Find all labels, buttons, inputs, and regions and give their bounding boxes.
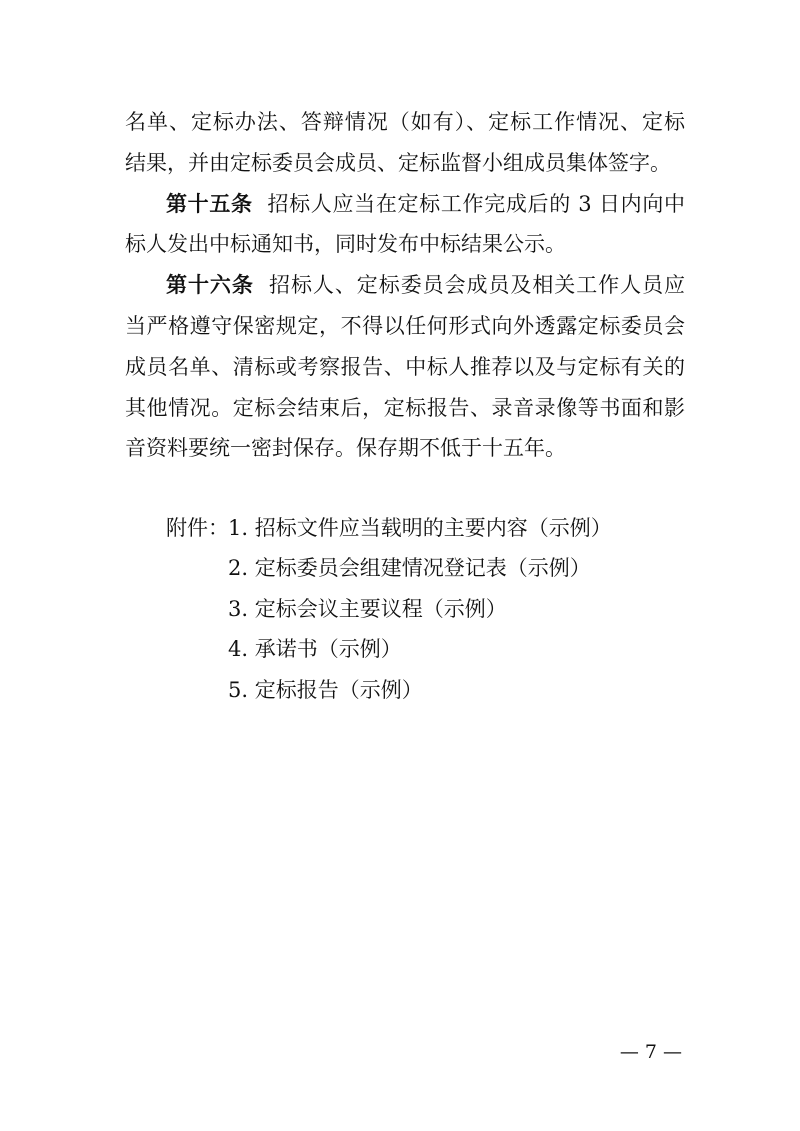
article-15-text: 招标人应当在定标工作完成后的 3 日内向中 [267, 192, 686, 216]
attachment-item: 3. 定标会议主要议程（示例） [228, 597, 507, 621]
paragraph-line: 标人发出中标通知书，同时发布中标结果公示。 [125, 232, 566, 256]
paragraph-line: 名单、定标办法、答辩情况（如有）、定标工作情况、定标 [125, 110, 685, 134]
attachment-item: 1. 招标文件应当载明的主要内容（示例） [228, 516, 612, 540]
article-15-title: 第十五条 [166, 191, 253, 216]
article-16-title: 第十六条 [166, 272, 254, 297]
page-number: — 7 — [619, 1041, 682, 1063]
attachment-item: 4. 承诺书（示例） [228, 637, 402, 661]
attachments-label: 附件： [166, 516, 229, 540]
paragraph-line: 音资料要统一密封保存。保存期不低于十五年。 [125, 436, 566, 460]
attachment-item: 5. 定标报告（示例） [228, 678, 423, 702]
article-16-text: 招标人、定标委员会成员及相关工作人员应 [269, 273, 686, 297]
paragraph-line: 当严格遵守保密规定，不得以任何形式向外透露定标委员会 [125, 314, 685, 338]
paragraph-line: 成员名单、清标或考察报告、中标人推荐以及与定标有关的 [125, 355, 685, 379]
article-16-line [166, 270, 685, 300]
paragraph-line: 其他情况。定标会结束后，定标报告、录音录像等书面和影 [125, 396, 685, 420]
attachment-item: 2. 定标委员会组建情况登记表（示例） [228, 556, 591, 580]
article-15-line [166, 189, 685, 219]
paragraph-line: 结果，并由定标委员会成员、定标监督小组成员集体签字。 [125, 151, 671, 175]
